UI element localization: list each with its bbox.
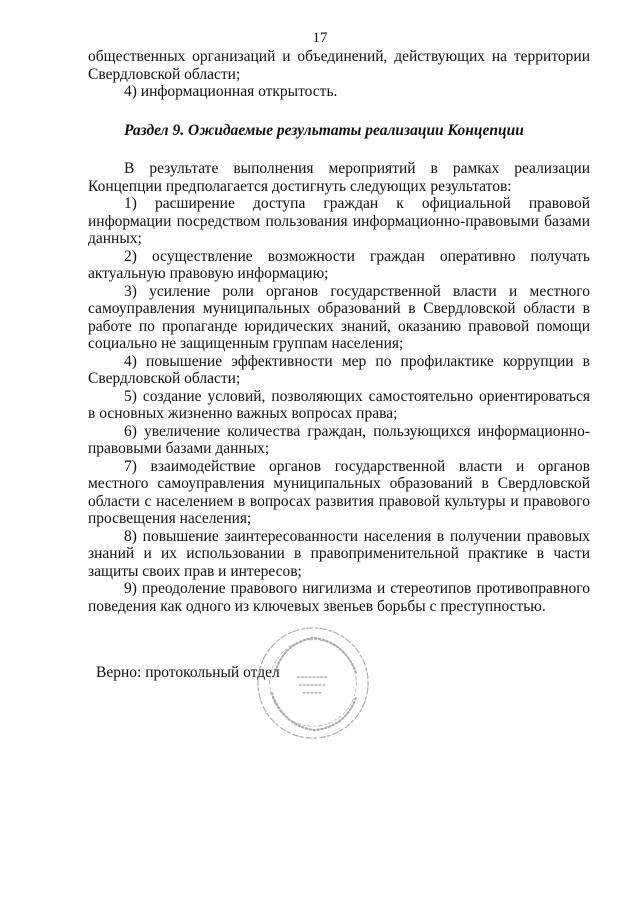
official-stamp-icon: [254, 624, 372, 742]
result-item-7: 7) взаимодействие органов государственной власти и органов местного самоуправления муниципальных образований в Свердловской области с населением в вопросах развития правовой культуры и правового просвещения населения;: [88, 457, 590, 527]
page-number: 17: [312, 30, 328, 46]
result-item-8: 8) повышение заинтересованности населения в получении правовых знаний и их использовании в правоприменительной практике в части защиты своих прав и интересов;: [88, 527, 590, 580]
stamp-ring-lettering: [276, 638, 357, 673]
result-item-5: 5) создание условий, позволяющих самостоятельно ориентироваться в основных жизненно важных вопросах права;: [88, 387, 590, 422]
section-lead-paragraph: В результате выполнения мероприятий в рамках реализации Концепции предполагается достигнуть следующих результатов:: [88, 160, 590, 195]
stamp-ring-lettering-lower: [272, 693, 357, 730]
result-item-9: 9) преодоление правового нигилизма и стереотипов противоправного поведения как одного из ключевых звеньев борьбы с преступностью.: [88, 580, 590, 615]
result-item-1: 1) расширение доступа граждан к официальной правовой информации посредством пользования информационно-правовыми базами данных;: [88, 195, 590, 247]
intro-item-4: 4) информационная открытость.: [124, 83, 338, 100]
result-item-2: 2) осуществление возможности граждан оперативно получать актуальную правовую информацию;: [88, 247, 590, 282]
section-heading: Раздел 9. Ожидаемые результаты реализации Концепции: [124, 121, 524, 139]
result-item-3: 3) усиление роли органов государственной власти и местного самоуправления муниципальных образований в Свердловской области в работе по пропаганде юридических знаний, оказанию правовой помощи социально не защищенным группам населения;: [88, 282, 590, 352]
intro-continuation: общественных организаций и объединений, действующих на территории Свердловской области;: [88, 48, 590, 83]
result-item-6: 6) увеличение количества граждан, пользующихся информационно-правовыми базами данных;: [88, 422, 590, 457]
stamp-outer-ring: [258, 628, 368, 738]
certification-signature: Верно: протокольный отдел: [96, 664, 280, 681]
stamp-center-mark: [297, 677, 328, 693]
document-body: [88, 48, 590, 615]
result-item-4: 4) повышение эффективности мер по профилактике коррупции в Свердловской области;: [88, 352, 590, 387]
